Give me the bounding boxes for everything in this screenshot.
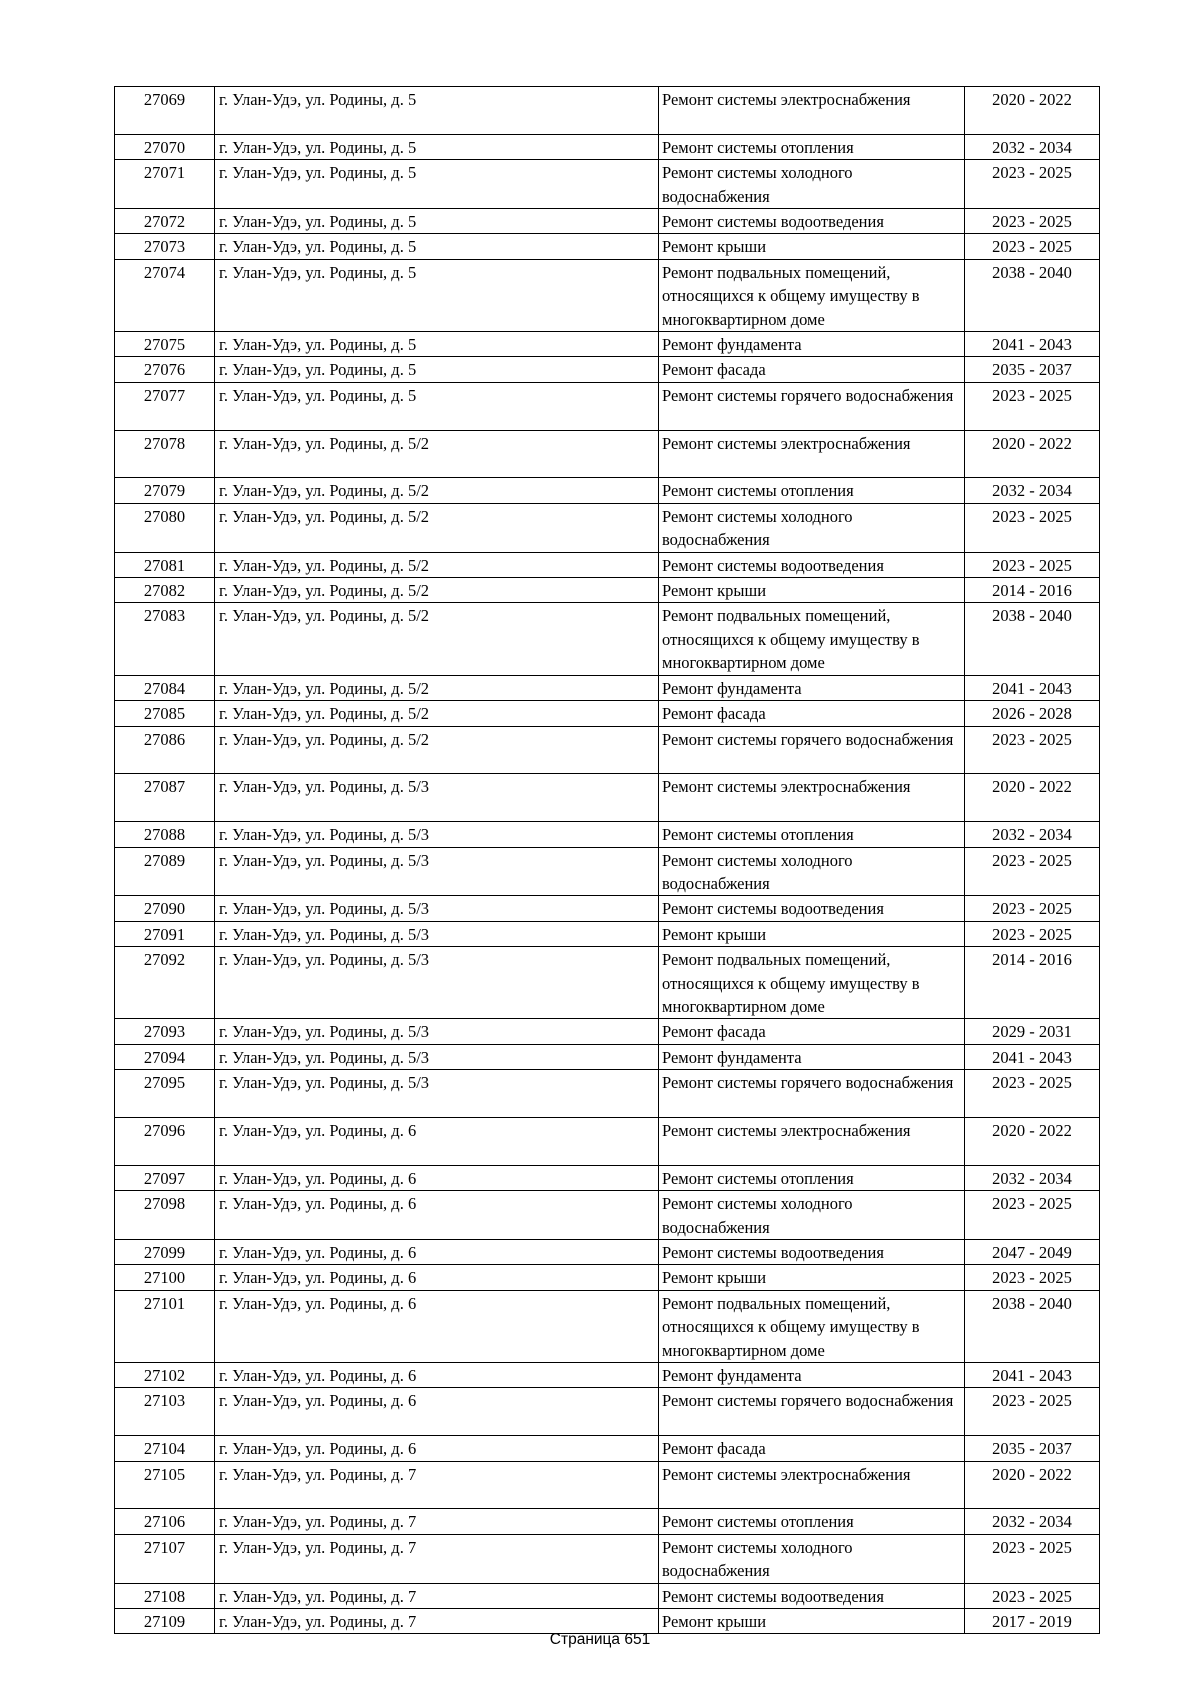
row-number-cell: 27089	[115, 847, 215, 896]
work-type-cell: Ремонт системы электроснабжения	[659, 774, 965, 822]
work-type-cell: Ремонт системы горячего водоснабжения	[659, 1070, 965, 1118]
work-type-cell: Ремонт системы отопления	[659, 134, 965, 159]
works-table-body	[115, 87, 1100, 1634]
period-cell: 2020 - 2022	[965, 430, 1100, 478]
row-number-cell: 27078	[115, 430, 215, 478]
row-number-cell: 27095	[115, 1070, 215, 1118]
row-number-cell: 27077	[115, 382, 215, 430]
address-cell: г. Улан-Удэ, ул. Родины, д. 5/2	[215, 701, 659, 726]
table-row	[115, 701, 1100, 726]
work-type-cell: Ремонт фундамента	[659, 332, 965, 357]
address-cell: г. Улан-Удэ, ул. Родины, д. 7	[215, 1609, 659, 1634]
table-row	[115, 847, 1100, 896]
row-number-cell: 27070	[115, 134, 215, 159]
work-type-cell: Ремонт крыши	[659, 1609, 965, 1634]
work-type-cell: Ремонт системы водоотведения	[659, 209, 965, 234]
row-number-cell: 27082	[115, 578, 215, 603]
row-number-cell: 27087	[115, 774, 215, 822]
period-cell: 2032 - 2034	[965, 1165, 1100, 1190]
table-row	[115, 1265, 1100, 1290]
work-type-cell: Ремонт системы холодного водоснабжения	[659, 503, 965, 552]
address-cell: г. Улан-Удэ, ул. Родины, д. 5/2	[215, 726, 659, 774]
period-cell: 2020 - 2022	[965, 1461, 1100, 1509]
address-cell: г. Улан-Удэ, ул. Родины, д. 5	[215, 332, 659, 357]
work-type-cell: Ремонт фундамента	[659, 675, 965, 700]
period-cell: 2032 - 2034	[965, 134, 1100, 159]
row-number-cell: 27108	[115, 1583, 215, 1608]
table-row	[115, 896, 1100, 921]
table-row	[115, 726, 1100, 774]
row-number-cell: 27075	[115, 332, 215, 357]
period-cell: 2023 - 2025	[965, 726, 1100, 774]
row-number-cell: 27107	[115, 1534, 215, 1583]
work-type-cell: Ремонт системы электроснабжения	[659, 1461, 965, 1509]
work-type-cell: Ремонт фасада	[659, 357, 965, 382]
work-type-cell: Ремонт системы холодного водоснабжения	[659, 1191, 965, 1240]
table-row	[115, 603, 1100, 675]
address-cell: г. Улан-Удэ, ул. Родины, д. 7	[215, 1534, 659, 1583]
address-cell: г. Улан-Удэ, ул. Родины, д. 5/2	[215, 578, 659, 603]
period-cell: 2038 - 2040	[965, 603, 1100, 675]
row-number-cell: 27084	[115, 675, 215, 700]
work-type-cell: Ремонт системы электроснабжения	[659, 430, 965, 478]
row-number-cell: 27109	[115, 1609, 215, 1634]
table-row	[115, 503, 1100, 552]
period-cell: 2032 - 2034	[965, 1509, 1100, 1534]
period-cell: 2023 - 2025	[965, 209, 1100, 234]
work-type-cell: Ремонт подвальных помещений, относящихся к общему имуществу в многоквартирном доме	[659, 603, 965, 675]
row-number-cell: 27079	[115, 478, 215, 503]
table-row	[115, 822, 1100, 847]
address-cell: г. Улан-Удэ, ул. Родины, д. 6	[215, 1388, 659, 1436]
work-type-cell: Ремонт подвальных помещений, относящихся к общему имуществу в многоквартирном доме	[659, 259, 965, 331]
address-cell: г. Улан-Удэ, ул. Родины, д. 5	[215, 160, 659, 209]
work-type-cell: Ремонт фасада	[659, 1436, 965, 1461]
period-cell: 2023 - 2025	[965, 1534, 1100, 1583]
period-cell: 2038 - 2040	[965, 259, 1100, 331]
work-type-cell: Ремонт крыши	[659, 921, 965, 946]
row-number-cell: 27105	[115, 1461, 215, 1509]
row-number-cell: 27103	[115, 1388, 215, 1436]
address-cell: г. Улан-Удэ, ул. Родины, д. 5/2	[215, 430, 659, 478]
period-cell: 2020 - 2022	[965, 87, 1100, 135]
work-type-cell: Ремонт системы отопления	[659, 1165, 965, 1190]
table-row	[115, 1388, 1100, 1436]
period-cell: 2023 - 2025	[965, 896, 1100, 921]
table-row	[115, 1019, 1100, 1044]
work-type-cell: Ремонт крыши	[659, 1265, 965, 1290]
period-cell: 2047 - 2049	[965, 1239, 1100, 1264]
address-cell: г. Улан-Удэ, ул. Родины, д. 6	[215, 1363, 659, 1388]
table-row	[115, 1239, 1100, 1264]
table-row	[115, 578, 1100, 603]
period-cell: 2020 - 2022	[965, 1117, 1100, 1165]
address-cell: г. Улан-Удэ, ул. Родины, д. 5/3	[215, 847, 659, 896]
period-cell: 2023 - 2025	[965, 921, 1100, 946]
period-cell: 2017 - 2019	[965, 1609, 1100, 1634]
address-cell: г. Улан-Удэ, ул. Родины, д. 5/3	[215, 1044, 659, 1069]
row-number-cell: 27085	[115, 701, 215, 726]
address-cell: г. Улан-Удэ, ул. Родины, д. 7	[215, 1583, 659, 1608]
table-row	[115, 382, 1100, 430]
table-row	[115, 357, 1100, 382]
row-number-cell: 27098	[115, 1191, 215, 1240]
work-type-cell: Ремонт подвальных помещений, относящихся к общему имуществу в многоквартирном доме	[659, 1290, 965, 1362]
table-row	[115, 134, 1100, 159]
address-cell: г. Улан-Удэ, ул. Родины, д. 6	[215, 1117, 659, 1165]
period-cell: 2026 - 2028	[965, 701, 1100, 726]
row-number-cell: 27097	[115, 1165, 215, 1190]
table-row	[115, 1583, 1100, 1608]
period-cell: 2023 - 2025	[965, 1388, 1100, 1436]
address-cell: г. Улан-Удэ, ул. Родины, д. 5	[215, 209, 659, 234]
row-number-cell: 27102	[115, 1363, 215, 1388]
work-type-cell: Ремонт системы горячего водоснабжения	[659, 382, 965, 430]
table-row	[115, 209, 1100, 234]
row-number-cell: 27091	[115, 921, 215, 946]
work-type-cell: Ремонт крыши	[659, 234, 965, 259]
table-row	[115, 1191, 1100, 1240]
period-cell: 2023 - 2025	[965, 847, 1100, 896]
row-number-cell: 27072	[115, 209, 215, 234]
address-cell: г. Улан-Удэ, ул. Родины, д. 5/3	[215, 822, 659, 847]
row-number-cell: 27081	[115, 552, 215, 577]
works-table	[114, 86, 1100, 1634]
row-number-cell: 27076	[115, 357, 215, 382]
table-row	[115, 947, 1100, 1019]
address-cell: г. Улан-Удэ, ул. Родины, д. 7	[215, 1509, 659, 1534]
address-cell: г. Улан-Удэ, ул. Родины, д. 6	[215, 1436, 659, 1461]
work-type-cell: Ремонт подвальных помещений, относящихся к общему имуществу в многоквартирном доме	[659, 947, 965, 1019]
period-cell: 2023 - 2025	[965, 503, 1100, 552]
work-type-cell: Ремонт системы холодного водоснабжения	[659, 1534, 965, 1583]
table-row	[115, 1534, 1100, 1583]
address-cell: г. Улан-Удэ, ул. Родины, д. 5/2	[215, 675, 659, 700]
address-cell: г. Улан-Удэ, ул. Родины, д. 5/3	[215, 1019, 659, 1044]
address-cell: г. Улан-Удэ, ул. Родины, д. 5/2	[215, 503, 659, 552]
table-row	[115, 332, 1100, 357]
address-cell: г. Улан-Удэ, ул. Родины, д. 6	[215, 1191, 659, 1240]
table-row	[115, 478, 1100, 503]
row-number-cell: 27099	[115, 1239, 215, 1264]
work-type-cell: Ремонт системы горячего водоснабжения	[659, 726, 965, 774]
address-cell: г. Улан-Удэ, ул. Родины, д. 5/3	[215, 774, 659, 822]
period-cell: 2035 - 2037	[965, 357, 1100, 382]
address-cell: г. Улан-Удэ, ул. Родины, д. 5/3	[215, 921, 659, 946]
table-row	[115, 234, 1100, 259]
work-type-cell: Ремонт системы водоотведения	[659, 1239, 965, 1264]
work-type-cell: Ремонт системы холодного водоснабжения	[659, 160, 965, 209]
row-number-cell: 27092	[115, 947, 215, 1019]
address-cell: г. Улан-Удэ, ул. Родины, д. 5	[215, 234, 659, 259]
work-type-cell: Ремонт системы отопления	[659, 1509, 965, 1534]
period-cell: 2023 - 2025	[965, 234, 1100, 259]
work-type-cell: Ремонт системы отопления	[659, 478, 965, 503]
table-row	[115, 1461, 1100, 1509]
table-row	[115, 87, 1100, 135]
row-number-cell: 27100	[115, 1265, 215, 1290]
work-type-cell: Ремонт крыши	[659, 578, 965, 603]
address-cell: г. Улан-Удэ, ул. Родины, д. 5/2	[215, 478, 659, 503]
work-type-cell: Ремонт системы отопления	[659, 822, 965, 847]
work-type-cell: Ремонт системы горячего водоснабжения	[659, 1388, 965, 1436]
row-number-cell: 27106	[115, 1509, 215, 1534]
address-cell: г. Улан-Удэ, ул. Родины, д. 6	[215, 1265, 659, 1290]
period-cell: 2032 - 2034	[965, 478, 1100, 503]
period-cell: 2041 - 2043	[965, 1044, 1100, 1069]
table-row	[115, 430, 1100, 478]
table-row	[115, 1070, 1100, 1118]
address-cell: г. Улан-Удэ, ул. Родины, д. 5/3	[215, 896, 659, 921]
period-cell: 2014 - 2016	[965, 947, 1100, 1019]
row-number-cell: 27071	[115, 160, 215, 209]
work-type-cell: Ремонт системы холодного водоснабжения	[659, 847, 965, 896]
period-cell: 2023 - 2025	[965, 160, 1100, 209]
row-number-cell: 27093	[115, 1019, 215, 1044]
page-number: Страница 651	[549, 1631, 651, 1648]
address-cell: г. Улан-Удэ, ул. Родины, д. 5	[215, 134, 659, 159]
row-number-cell: 27094	[115, 1044, 215, 1069]
work-type-cell: Ремонт фундамента	[659, 1044, 965, 1069]
period-cell: 2041 - 2043	[965, 675, 1100, 700]
work-type-cell: Ремонт фасада	[659, 701, 965, 726]
period-cell: 2023 - 2025	[965, 1265, 1100, 1290]
row-number-cell: 27104	[115, 1436, 215, 1461]
address-cell: г. Улан-Удэ, ул. Родины, д. 5	[215, 87, 659, 135]
row-number-cell: 27090	[115, 896, 215, 921]
table-row	[115, 160, 1100, 209]
table-row	[115, 1436, 1100, 1461]
table-row	[115, 675, 1100, 700]
work-type-cell: Ремонт системы водоотведения	[659, 552, 965, 577]
table-row	[115, 1290, 1100, 1362]
work-type-cell: Ремонт фундамента	[659, 1363, 965, 1388]
period-cell: 2023 - 2025	[965, 1191, 1100, 1240]
work-type-cell: Ремонт системы водоотведения	[659, 896, 965, 921]
period-cell: 2023 - 2025	[965, 382, 1100, 430]
table-row	[115, 1509, 1100, 1534]
address-cell: г. Улан-Удэ, ул. Родины, д. 6	[215, 1290, 659, 1362]
row-number-cell: 27101	[115, 1290, 215, 1362]
table-row	[115, 921, 1100, 946]
table-row	[115, 1363, 1100, 1388]
row-number-cell: 27086	[115, 726, 215, 774]
address-cell: г. Улан-Удэ, ул. Родины, д. 5/3	[215, 1070, 659, 1118]
table-row	[115, 1165, 1100, 1190]
row-number-cell: 27069	[115, 87, 215, 135]
period-cell: 2041 - 2043	[965, 332, 1100, 357]
address-cell: г. Улан-Удэ, ул. Родины, д. 7	[215, 1461, 659, 1509]
row-number-cell: 27083	[115, 603, 215, 675]
period-cell: 2014 - 2016	[965, 578, 1100, 603]
address-cell: г. Улан-Удэ, ул. Родины, д. 6	[215, 1239, 659, 1264]
work-type-cell: Ремонт фасада	[659, 1019, 965, 1044]
address-cell: г. Улан-Удэ, ул. Родины, д. 5/2	[215, 603, 659, 675]
work-type-cell: Ремонт системы водоотведения	[659, 1583, 965, 1608]
work-type-cell: Ремонт системы электроснабжения	[659, 87, 965, 135]
table-row	[115, 774, 1100, 822]
address-cell: г. Улан-Удэ, ул. Родины, д. 5	[215, 259, 659, 331]
period-cell: 2023 - 2025	[965, 1583, 1100, 1608]
period-cell: 2035 - 2037	[965, 1436, 1100, 1461]
address-cell: г. Улан-Удэ, ул. Родины, д. 5	[215, 357, 659, 382]
period-cell: 2029 - 2031	[965, 1019, 1100, 1044]
period-cell: 2032 - 2034	[965, 822, 1100, 847]
row-number-cell: 27073	[115, 234, 215, 259]
period-cell: 2023 - 2025	[965, 552, 1100, 577]
period-cell: 2038 - 2040	[965, 1290, 1100, 1362]
work-type-cell: Ремонт системы электроснабжения	[659, 1117, 965, 1165]
row-number-cell: 27088	[115, 822, 215, 847]
address-cell: г. Улан-Удэ, ул. Родины, д. 5	[215, 382, 659, 430]
address-cell: г. Улан-Удэ, ул. Родины, д. 5/2	[215, 552, 659, 577]
period-cell: 2023 - 2025	[965, 1070, 1100, 1118]
period-cell: 2041 - 2043	[965, 1363, 1100, 1388]
row-number-cell: 27080	[115, 503, 215, 552]
table-row	[115, 1044, 1100, 1069]
table-row	[115, 1117, 1100, 1165]
address-cell: г. Улан-Удэ, ул. Родины, д. 5/3	[215, 947, 659, 1019]
address-cell: г. Улан-Удэ, ул. Родины, д. 6	[215, 1165, 659, 1190]
row-number-cell: 27096	[115, 1117, 215, 1165]
table-row	[115, 552, 1100, 577]
period-cell: 2020 - 2022	[965, 774, 1100, 822]
table-row	[115, 259, 1100, 331]
row-number-cell: 27074	[115, 259, 215, 331]
